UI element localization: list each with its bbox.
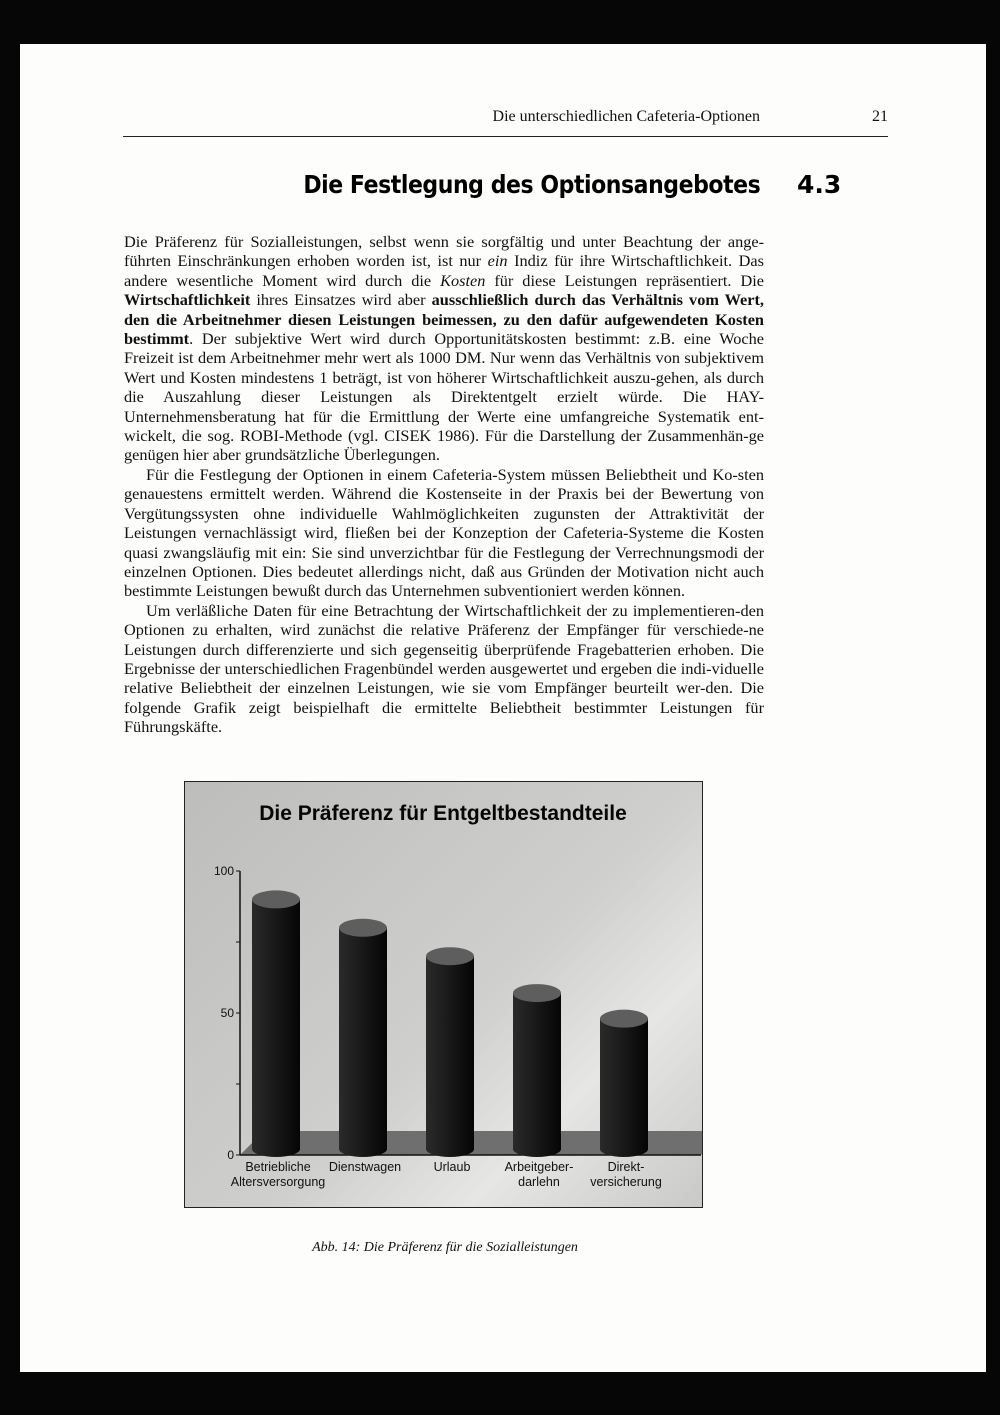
body-text bbox=[124, 232, 764, 737]
figure-chart bbox=[184, 781, 703, 1208]
text-segment: Um verläßliche Daten für eine Betrachtung der Wirtschaftlichkeit der zu implementieren-den Optionen zu erhalten, wird zunächst die relative Präferenz der Empfänger für verschiede-ne Leistungen durch differenzierte und sich gegenseitig überprüfende Fragebatterien erhoben. Die Ergebnisse der unterschiedlichen Fragenbündel werden ausgewertet und ergeben die indi-viduelle relative Beliebtheit der einzelnen Leistungen, wie sie vom Empfänger beurteilt wer-den. Die folgende Grafik zeigt beispielhaft die ermittelte Beliebtheit bestimmter Leistungen für Führungskäfte. bbox=[124, 600, 764, 737]
bar-top bbox=[600, 1010, 648, 1028]
section-number: 4.3 bbox=[797, 170, 842, 199]
y-tick-label: 0 bbox=[227, 1148, 234, 1162]
x-tick-label: Dienstwagen bbox=[328, 1160, 402, 1174]
x-tick-label: Altersversorgung bbox=[230, 1175, 326, 1189]
bar-top bbox=[513, 984, 561, 1002]
x-tick-label: versicherung bbox=[590, 1175, 662, 1189]
x-tick-label: Arbeitgeber- bbox=[504, 1160, 574, 1174]
y-tick-label: 100 bbox=[213, 864, 234, 878]
paragraph bbox=[124, 465, 764, 601]
x-tick-label: Betriebliche bbox=[245, 1160, 311, 1174]
text-segment: Kosten bbox=[440, 270, 486, 290]
text-segment: Die Präferenz für Sozialleistungen, selbst wenn sie sorgfältig und unter Beachtung der ange-führten Einschränkungen erhoben worden ist, ist nur bbox=[124, 232, 764, 271]
chart-canvas bbox=[185, 782, 702, 1207]
text-segment: ihres Einsatzes wird aber bbox=[250, 290, 432, 310]
x-tick-label: Direkt- bbox=[607, 1160, 645, 1174]
text-segment: Indiz für ihre Wirtschaftlichkeit. Das andere wesentliche Moment wird durch die bbox=[124, 251, 764, 290]
page-number: 21 bbox=[872, 108, 888, 125]
text-segment: für diese Leistungen repräsentiert. Die bbox=[485, 270, 764, 290]
x-tick-label: darlehn bbox=[518, 1175, 560, 1189]
text-segment: Wirtschaftlichkeit bbox=[124, 290, 251, 310]
bar bbox=[426, 956, 474, 1157]
x-tick-label: Urlaub bbox=[433, 1160, 471, 1174]
paragraph bbox=[124, 601, 764, 737]
text-segment: Für die Festlegung der Optionen in einem Cafeteria-System müssen Beliebtheit und Ko-sten genauestens ermittelt werden. Während die Kostenseite in der Praxis bei der Bewertung von Vergütungssysten ohne individuelle Wahlmöglichkeiten zugunsten der Attraktivität der Leistungen vernachlässigt wird, fließen bei der Konzeption der Cafeteria-Systeme die Kosten quasi zwangsläufig mit ein: Sie sind unverzichtbar für die Festlegung der Verrechnungsmodi der einzelnen Optionen. Dies bedeutet allerdings nicht, daß aus Gründen der Motivation nicht auch bestimmte Leistungen bewußt durch das Unternehmen subventioniert werden können. bbox=[124, 464, 764, 601]
bar-top bbox=[252, 890, 300, 908]
text-segment: ein bbox=[487, 251, 508, 271]
bar bbox=[252, 899, 300, 1157]
bar bbox=[600, 1019, 648, 1157]
y-tick-label: 50 bbox=[220, 1006, 234, 1020]
chart-title: Die Präferenz für Entgeltbestandteile bbox=[259, 802, 627, 825]
running-header bbox=[123, 108, 888, 128]
figure-caption: Abb. 14: Die Präferenz für die Sozialleistungen bbox=[312, 1240, 578, 1255]
section-title: Die Festlegung des Optionsangebotes bbox=[303, 170, 760, 199]
header-rule bbox=[123, 136, 888, 137]
text-segment: ausschließlich durch das Verhältnis vom Wert, den die Arbeitnehmer diesen Leistungen beimessen, zu den dafür aufgewendeten Kosten bestimmt bbox=[124, 290, 764, 349]
paragraph bbox=[124, 232, 764, 465]
text-segment: . Der subjektive Wert wird durch Opportunitätskosten bestimmt: z.B. eine Woche Freizeit ist dem Arbeitnehmer mehr wert als 1000 DM. Nur wenn das Verhältnis von subjektivem Wert und Kosten mindestens 1 beträgt, ist von höherer Wirtschaftlichkeit auszu-gehen, als durch die Auszahlung dieser Leistungen als Direktentgelt erzielt würde. Die HAY-Unternehmensberatung hat für die Ermittlung der Werte eine umfangreiche Systematik ent-wickelt, die sog. ROBI-Methode (vgl. CISEK 1986). Für die Darstellung der Zusammenhän-ge genügen hier aber grundsätzliche Überlegungen. bbox=[124, 329, 764, 465]
bar bbox=[339, 928, 387, 1157]
bar-top bbox=[339, 919, 387, 937]
running-title: Die unterschiedlichen Cafeteria-Optionen bbox=[492, 108, 760, 125]
bar bbox=[513, 993, 561, 1157]
bar-top bbox=[426, 947, 474, 965]
